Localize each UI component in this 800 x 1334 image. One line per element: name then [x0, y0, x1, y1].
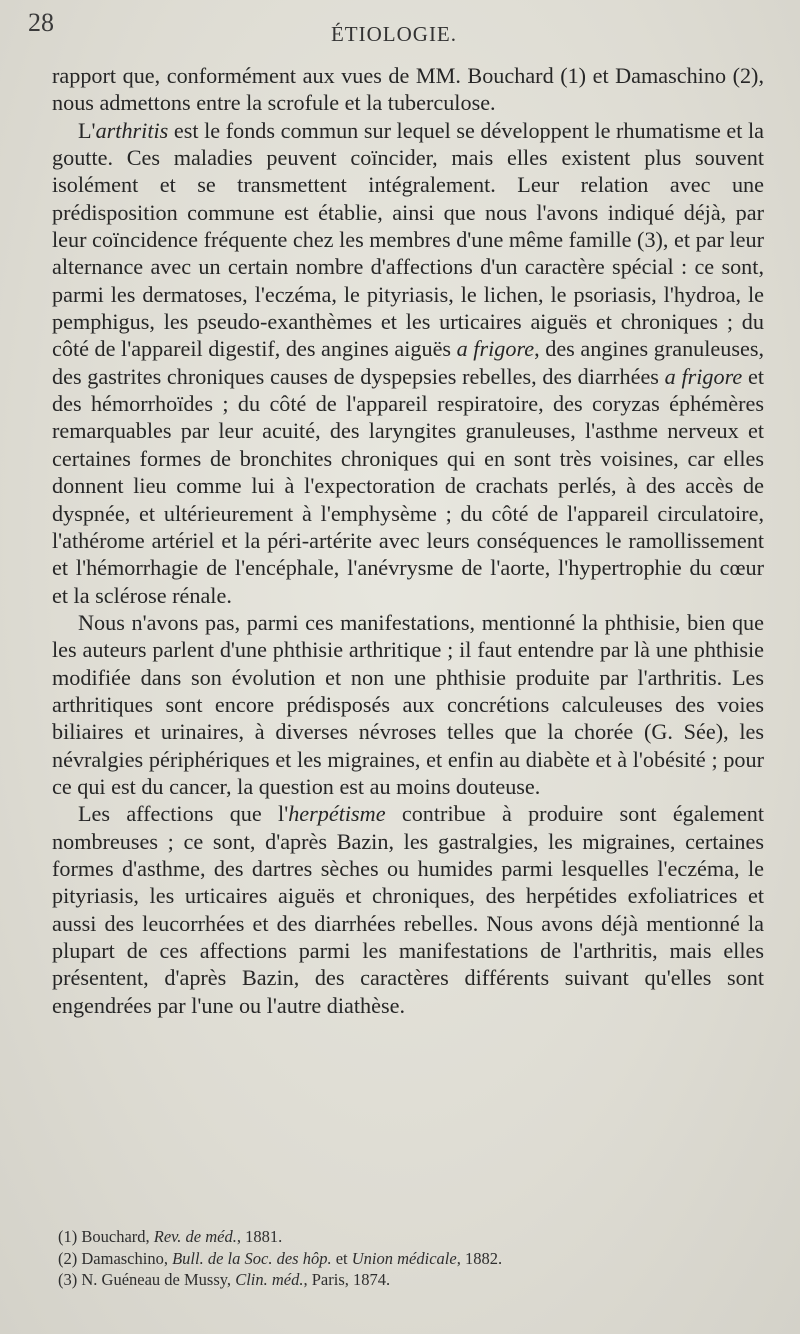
- paragraph: [52, 117, 764, 609]
- italic-text: a frigore: [664, 363, 743, 389]
- text-run: contribue à produire sont également nombreuses ; ce sont, d'après Bazin, les gastralgies, les migraines, certaines formes d'asthme, des dartres sèches ou humides parmi lesquelles l'eczéma, le pityriasis, les urticaires aiguës et chroniques, des herpétides exfoliatrices et aussi des leucorrhées et des diarrhées rebelles. Nous avons déjà mentionné la plupart de ces affections parmi les manifestations de l'arthritis, mais elles présentent, d'après Bazin, des caractères différents suivant qu'elles sont engendrées par l'une ou l'autre diathèse.: [52, 801, 764, 1018]
- italic-text: arthritis: [95, 117, 169, 143]
- italic-text: Clin. méd.: [235, 1270, 304, 1289]
- text-run: , des angines granuleuses, des gastrites chroniques causes de dyspepsies rebelles, des diarrhées: [52, 336, 765, 389]
- text-run: , Paris, 1874.: [303, 1270, 391, 1289]
- text-run: rapport que, conformément aux vues de MM. Bouchard (1) et Damaschino (2), nous admettons entre la scrofule et la tuberculose.: [52, 63, 764, 116]
- text-run: Nous n'avons pas, parmi ces manifestations, mentionné la phthisie, bien que les auteurs parlent d'une phthisie arthritique ; il faut entendre par là une phthisie modifiée dans son évolution et non une phthisie produite par l'arthritis. Les arthritiques sont encore prédisposés aux concrétions calculeuses des voies biliaires et urinaires, à diverses névroses telles que la chorée (G. Sée), les névralgies périphériques et les migraines, et enfin au diabète et à l'obésité ; pour ce qui est du cancer, la question est au moins douteuse.: [52, 609, 764, 799]
- paragraph: [52, 800, 764, 1019]
- text-run: L': [78, 117, 96, 143]
- italic-text: a frigore: [456, 336, 535, 362]
- italic-text: Rev. de méd.: [153, 1227, 237, 1246]
- footnotes: [52, 1226, 764, 1291]
- paragraph: [52, 62, 764, 117]
- text-run: (3) N. Guéneau de Mussy,: [58, 1270, 236, 1289]
- body-text: [52, 62, 764, 1019]
- text-run: (1) Bouchard,: [58, 1227, 154, 1246]
- footnote: [52, 1226, 764, 1248]
- italic-text: Union médicale: [351, 1248, 457, 1268]
- page-header: [28, 8, 760, 48]
- italic-text: herpétisme: [288, 801, 386, 827]
- text-run: Les affections que l': [78, 801, 289, 827]
- text-run: (2) Damaschino,: [58, 1248, 173, 1268]
- text-run: et des hémorrhoïdes ; du côté de l'appareil respiratoire, des coryzas éphémères remarquables par leur acuité, des laryngites granuleuses, l'asthme nerveux et certaines formes de bronchites chroniques qui en sont très voisines, car elles donnent lieu comme lui à l'expectoration de crachats perlés, à des accès de dyspnée, et ultérieurement à l'emphysème ; du côté de l'appareil circulatoire, l'athérome artériel et la péri-artérite avec leurs conséquences le ramollissement et l'hémorrhagie de l'encéphale, l'anévrysme de l'aorte, l'hypertrophie du cœur et la sclérose rénale.: [52, 363, 765, 608]
- page-number: 28: [28, 8, 54, 37]
- paragraph: [52, 609, 764, 800]
- text-run: et: [331, 1248, 352, 1268]
- running-head: ÉTIOLOGIE.: [330, 22, 458, 46]
- footnote: [52, 1248, 764, 1270]
- text-run: est le fonds commun sur lequel se développent le rhumatisme et la goutte. Ces maladies peuvent coïncider, mais elles existent plus souvent isolément et se transmettent intégralement. Leur relation avec une prédisposition commune est établie, ainsi que nous l'avons indiqué déjà, par leur coïncidence fréquente chez les membres d'une même famille (3), et par leur alternance avec un certain nombre d'affections d'un caractère spécial : ce sont, parmi les dermatoses, l'eczéma, le pityriasis, le lichen, le psoriasis, l'hydroa, le pemphigus, les pseudo-exanthèmes et les urticaires aiguës et chroniques ; du côté de l'appareil digestif, des angines aiguës: [52, 117, 764, 362]
- italic-text: Bull. de la Soc. des hôp.: [172, 1248, 332, 1268]
- text-run: , 1881.: [236, 1227, 283, 1246]
- text-run: , 1882.: [456, 1248, 503, 1268]
- footnote: [52, 1269, 764, 1291]
